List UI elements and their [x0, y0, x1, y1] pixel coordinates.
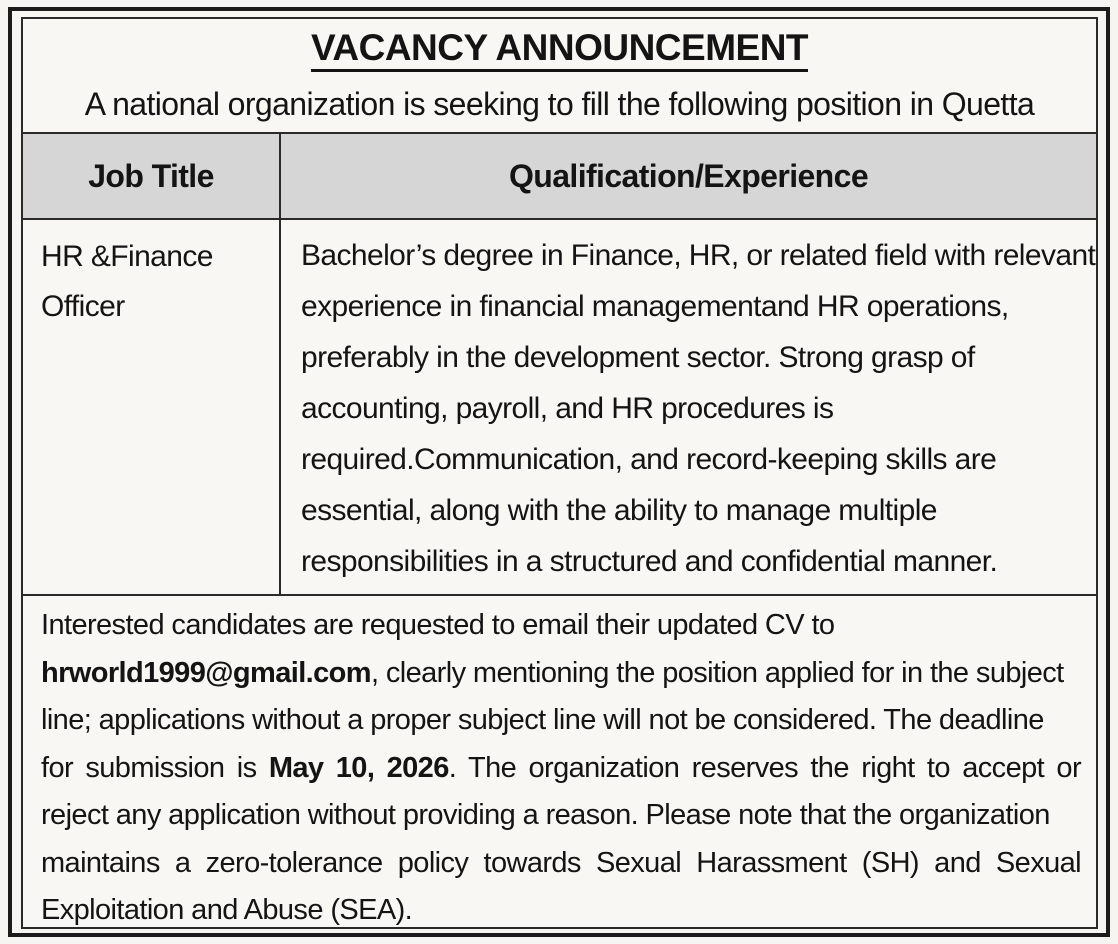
header-job-title: Job Title	[88, 157, 214, 194]
qualification-line: preferably in the development sector. Strong grasp of	[301, 341, 975, 374]
instructions-line: reject any application without providing a reason. Please note that the organization	[41, 799, 1050, 831]
qualification-line: Bachelor’s degree in Finance, HR, or related field with relevant	[301, 239, 1096, 272]
job-title-line: HR &Finance	[41, 240, 213, 273]
instructions-line: maintains a zero-tolerance policy towards Sexual Harassment (SH) and Sexual	[41, 846, 1081, 879]
announcement-frame	[21, 17, 1098, 929]
qualification-line: experience in financial managementand HR operations,	[301, 290, 1009, 323]
instructions-line: Exploitation and Abuse (SEA).	[41, 894, 413, 926]
table-header-row	[23, 134, 1096, 220]
instructions-text: . The organization reserves the right to accept or	[448, 751, 1081, 784]
instructions-text: , clearly mentioning the position applied for in the subject	[370, 656, 1064, 689]
announcement-title	[23, 25, 1096, 71]
application-deadline: May 10, 2026	[268, 751, 449, 784]
instructions-line: line; applications without a proper subject line will not be considered. The deadline	[41, 704, 1044, 736]
qualification-cell	[301, 230, 1096, 587]
instructions-text: for submission is	[41, 751, 269, 784]
header-qualification: Qualification/Experience	[508, 157, 869, 194]
vacancy-table	[23, 132, 1096, 596]
instructions-line	[41, 650, 1081, 698]
job-title-cell	[41, 232, 271, 332]
qualification-line: essential, along with the ability to manage multiple	[301, 494, 937, 527]
qualification-line: accounting, payroll, and HR procedures is	[301, 392, 834, 425]
qualification-line: responsibilities in a structured and confidential manner.	[301, 545, 998, 578]
announcement-title-text: VACANCY ANNOUNCEMENT	[311, 27, 808, 72]
application-instructions	[41, 602, 1081, 935]
contact-email[interactable]: hrworld1999@gmail.com	[41, 656, 371, 689]
instructions-line: Interested candidates are requested to email their updated CV to	[41, 609, 835, 641]
announcement-subtitle: A national organization is seeking to fill the following position in Quetta	[84, 86, 1035, 122]
job-title-line: Officer	[41, 290, 125, 323]
instructions-line	[41, 745, 1081, 793]
qualification-line: required.Communication, and record-keeping skills are	[301, 443, 997, 476]
column-divider	[279, 134, 281, 594]
